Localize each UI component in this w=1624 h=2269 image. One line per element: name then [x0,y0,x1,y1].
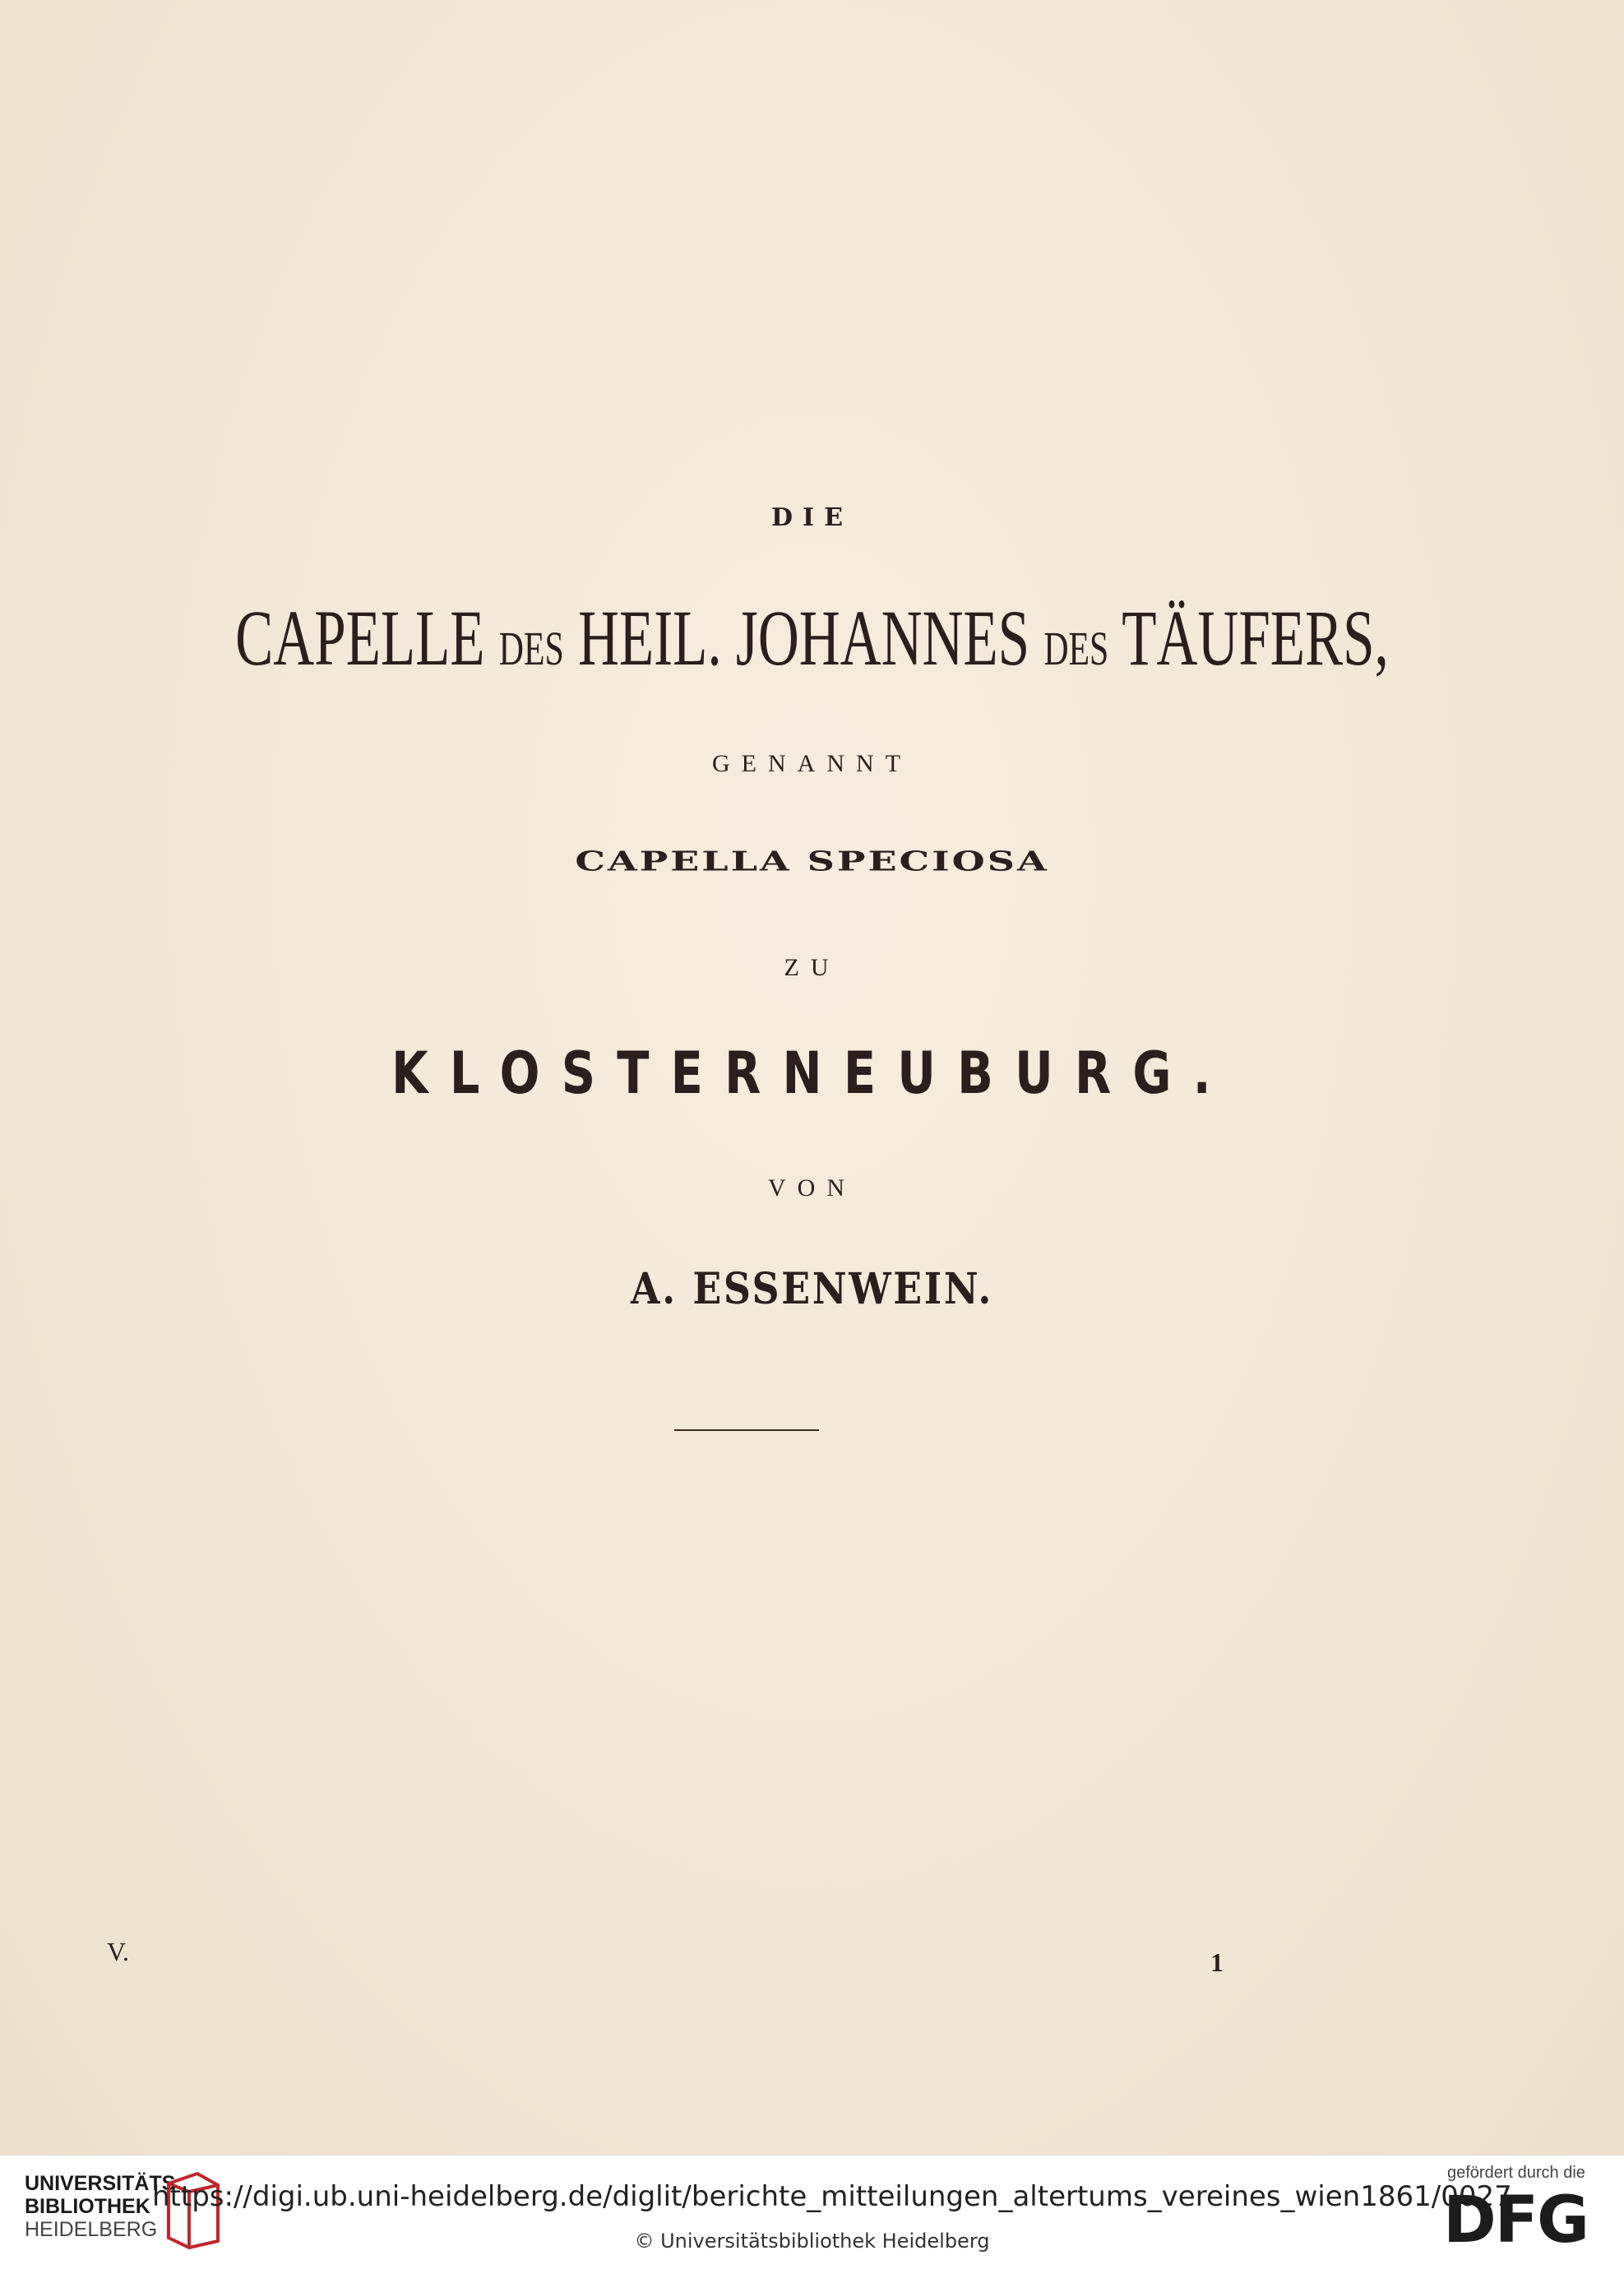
funding-note: gefördert durch die [1447,2164,1585,2182]
title-part-johannes: HEIL. JOHANNES [577,594,1030,682]
genannt-label: GENANNT [712,750,912,777]
page-number: 1 [1210,1947,1224,1977]
title-divider [674,1429,819,1431]
dfg-logo[interactable]: DFG [1443,2183,1589,2257]
capella-speciosa: CAPELLA SPECIOSA [575,845,1049,878]
title-des-1: DES [498,622,564,675]
place-name: KLOSTERNEUBURG. [391,1040,1233,1107]
signature-mark: V. [107,1937,129,1966]
title-des-2: DES [1043,622,1109,675]
zu-label: ZU [784,954,840,981]
permalink-url[interactable]: https://digi.ub.uni-heidelberg.de/diglit/berichte_mitteilungen_altertums_vereines_wien1861/0027 [152,2180,1512,2213]
title-part-taeufers: TÄUFERS, [1122,594,1389,682]
footer-bar [0,2155,1624,2269]
author-name: A. ESSENWEIN. [631,1264,993,1314]
logo-line-3: HEIDELBERG [25,2218,158,2241]
main-title [228,592,1397,683]
title-part-capelle: CAPELLE [235,594,485,682]
title-die: DIE [771,503,853,532]
von-label: VON [768,1174,856,1202]
logo-line-2: BIBLIOTHEK [25,2195,150,2218]
copyright-notice: © Universitätsbibliothek Heidelberg [634,2230,990,2253]
logo-line-1: UNIVERSITÄTS [25,2172,176,2195]
